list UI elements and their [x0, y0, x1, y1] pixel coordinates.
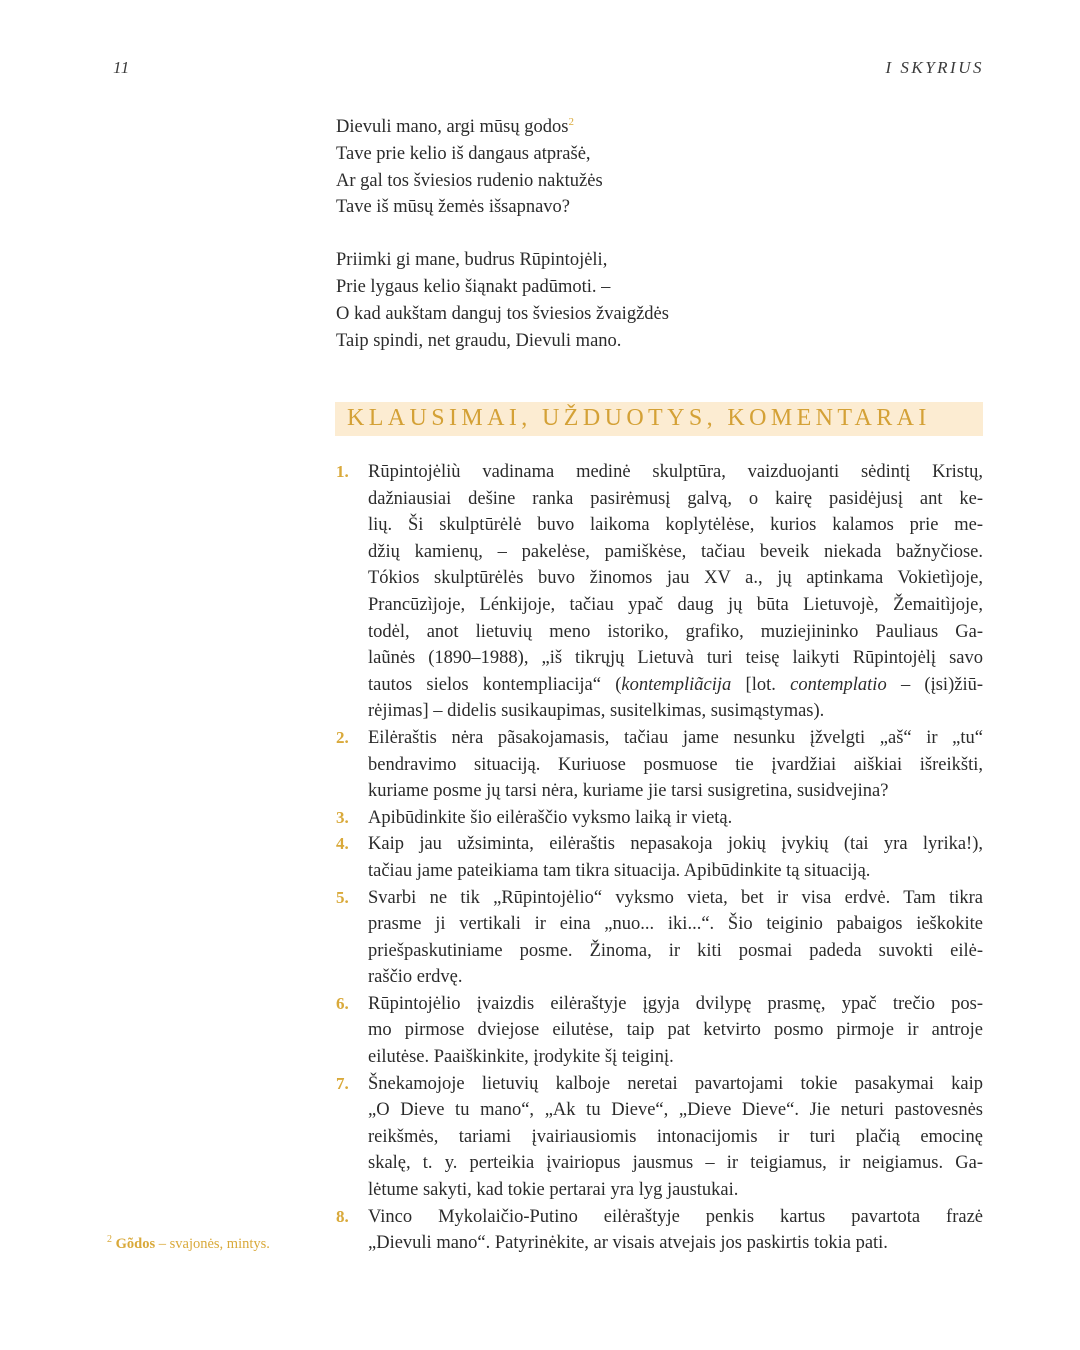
section-title: KLAUSIMAI, UŽDUOTYS, KOMENTARAI [347, 405, 931, 431]
question-item [336, 805, 983, 832]
question-text-line: prasme ji vertikali ir eina „nuo... iki...“. Šio teiginio pabaigos ieškokite [368, 914, 983, 935]
question-text-line: Apibūdinkite šio eilėraščio vyksmo laiką ir vietą. [368, 807, 733, 828]
footnote-reference[interactable]: 2 [568, 115, 574, 128]
question-text-line: Šnekamojoje lietuvių kalboje neretai pavartojami tokie pasakymai kaip [368, 1073, 983, 1094]
question-text-line: Kaip jau užsiminta, eilėraštis nepasakoja jokių įvykių (tai yra lyrika!), [368, 834, 983, 855]
question-text-line: dažniausiai dešine ranka pasirėmusį galvą, o kairę pasidėjusį ant ke- [368, 488, 983, 509]
question-item [336, 1071, 983, 1204]
question-text-line: džių kamienų, – pakelėse, pamiškėse, tačiau beveik niekada bažnyčiose. [368, 541, 983, 562]
question-text-line: kuriame posme jų tarsi nėra, kuriame jie tarsi susigretina, susidvejina? [368, 781, 889, 802]
question-item [336, 885, 983, 991]
questions-list [336, 459, 983, 1257]
question-text-line: Vinco Mykolaičio-Putino eilėraštyje penkis kartus pavartota frazė [368, 1206, 983, 1227]
question-text-line: lių. Ši skulptūrėlė buvo laikoma koplytėlėse, kurios kalamos prie me- [368, 515, 983, 536]
question-text-line: rėjimas] – didelis susikaupimas, susitelkimas, susimąstymas). [368, 701, 825, 722]
question-text-line: reikšmės, tariami įvairiausiomis intonacijomis ir turi plačią emocinę [368, 1126, 983, 1147]
question-text-line: raščio erdvę. [368, 967, 463, 988]
question-text-line: lėtume sakyti, kad tokie pertarai yra lyg jaustukai. [368, 1180, 739, 1201]
italic-term: kontempliãcija [621, 674, 732, 695]
section-heading-band [335, 402, 983, 436]
question-text-line: „Dievuli mano“. Patyrinėkite, ar visais atvejais jos paskirtis tokia pati. [368, 1233, 888, 1254]
question-text-line: tačiau jame pateikiama tam tikra situacija. Apibūdinkite tą situaciją. [368, 860, 871, 881]
question-number: 5. [336, 887, 349, 907]
poem-line: Priimki gi mane, budrus Rūpintojėli, [336, 250, 608, 271]
question-text-line: tautos sielos kontempliacija“ (kontempliãcija [lot. contemplatio – (įsi)žiū- [368, 674, 983, 695]
question-item [336, 725, 983, 805]
question-text-line: Rūpintojėlio įvaizdis eilėraštyje įgyja dvilypę prasmę, ypač trečio pos- [368, 993, 983, 1014]
italic-term: contemplatio [790, 674, 887, 695]
poem-line: Dievuli mano, argi mūsų godos$^2$ [336, 115, 574, 137]
question-number: 2. [336, 727, 349, 747]
poem-line: Prie lygaus kelio šiąnakt padūmoti. – [336, 276, 611, 297]
question-text-line: skalę, t. y. perteikia įvairiopus jausmus – ir teigiamus, ir neigiamus. Ga- [368, 1153, 983, 1174]
poem-line: Tave prie kelio iš dangaus atprašė, [336, 143, 591, 164]
question-number: 6. [336, 993, 349, 1013]
question-item [336, 1204, 983, 1257]
question-text-line: „O Dieve tu mano“, „Ak tu Dieve“, „Dieve Dieve“. Jie neturi pastovesnės [368, 1100, 983, 1121]
question-number: 7. [336, 1073, 349, 1093]
poem-line: Tave iš mūsų žemės išsapnavo? [336, 197, 571, 218]
poem-line: O kad aukštam danguj tos šviesios žvaigždės [336, 303, 669, 324]
poem-stanza [336, 247, 669, 354]
question-item [336, 459, 983, 725]
question-text-line: Tókios skulptūrėlės buvo žinomos jau XV a., jų aptinkama Vokietìjoje, [368, 568, 983, 589]
question-text-line: todėl, anot lietuvių meno istoriko, grafiko, muziejininko Pauliaus Ga- [368, 621, 983, 642]
question-text-line: Eilėraštis nėra pãsakojamasis, tačiau jame nesunku įžvelgti „aš“ ir „tu“ [368, 727, 983, 748]
question-text-line: priešpaskutiniame posme. Žinoma, ir kiti posmai padeda suvokti eilė- [368, 940, 983, 961]
question-number: 1. [336, 462, 349, 481]
poem-stanza [336, 114, 669, 221]
footnote [107, 1236, 270, 1253]
question-text-line: Svarbi ne tik „Rūpintojėlio“ vyksmo vieta, bet ir visa erdvė. Tam tikra [368, 887, 983, 908]
footnote-number: 2 [107, 1234, 112, 1246]
question-text-line: laũnės (1890–1988), „iš tikrųjų Lietuvà turi teisę laikyti Rūpintojėlį savo [368, 648, 983, 669]
poem-line: Ar gal tos šviesios rudenio naktužės [336, 170, 603, 191]
footnote-definition: – svajonės, mintys. [155, 1236, 270, 1252]
footnote-term: Gõdos [115, 1236, 156, 1252]
question-number: 8. [336, 1206, 349, 1226]
question-text-line: eilutėse. Paaiškinkite, įrodykite šį teiginį. [368, 1047, 674, 1068]
question-number: 3. [336, 807, 349, 827]
question-text-line: mo pirmose dviejose eilutėse, taip pat ketvirto posmo pirmoje ir antroje [368, 1020, 983, 1041]
question-text-line: bendravimo situaciją. Kuriuose posmuose tie įvardžiai aiškiai išreikšti, [368, 754, 983, 775]
poem-line: Taip spindi, net graudu, Dievuli mano. [336, 330, 622, 351]
question-item [336, 991, 983, 1071]
question-text-line: Rūpintojėliù vadinama medinė skulptūra, vaizduojanti sėdintį Kristų, [368, 462, 983, 482]
page-number: 11 [113, 58, 130, 77]
question-text-line: Prancūzìjoje, Lénkijoje, tačiau ypač daug jų būta Lietuvojè, Žemaitìjoje, [368, 594, 983, 615]
question-item [336, 831, 983, 884]
question-number: 4. [336, 834, 349, 854]
poem [336, 114, 669, 380]
chapter-title: I SKYRIUS [885, 58, 984, 77]
